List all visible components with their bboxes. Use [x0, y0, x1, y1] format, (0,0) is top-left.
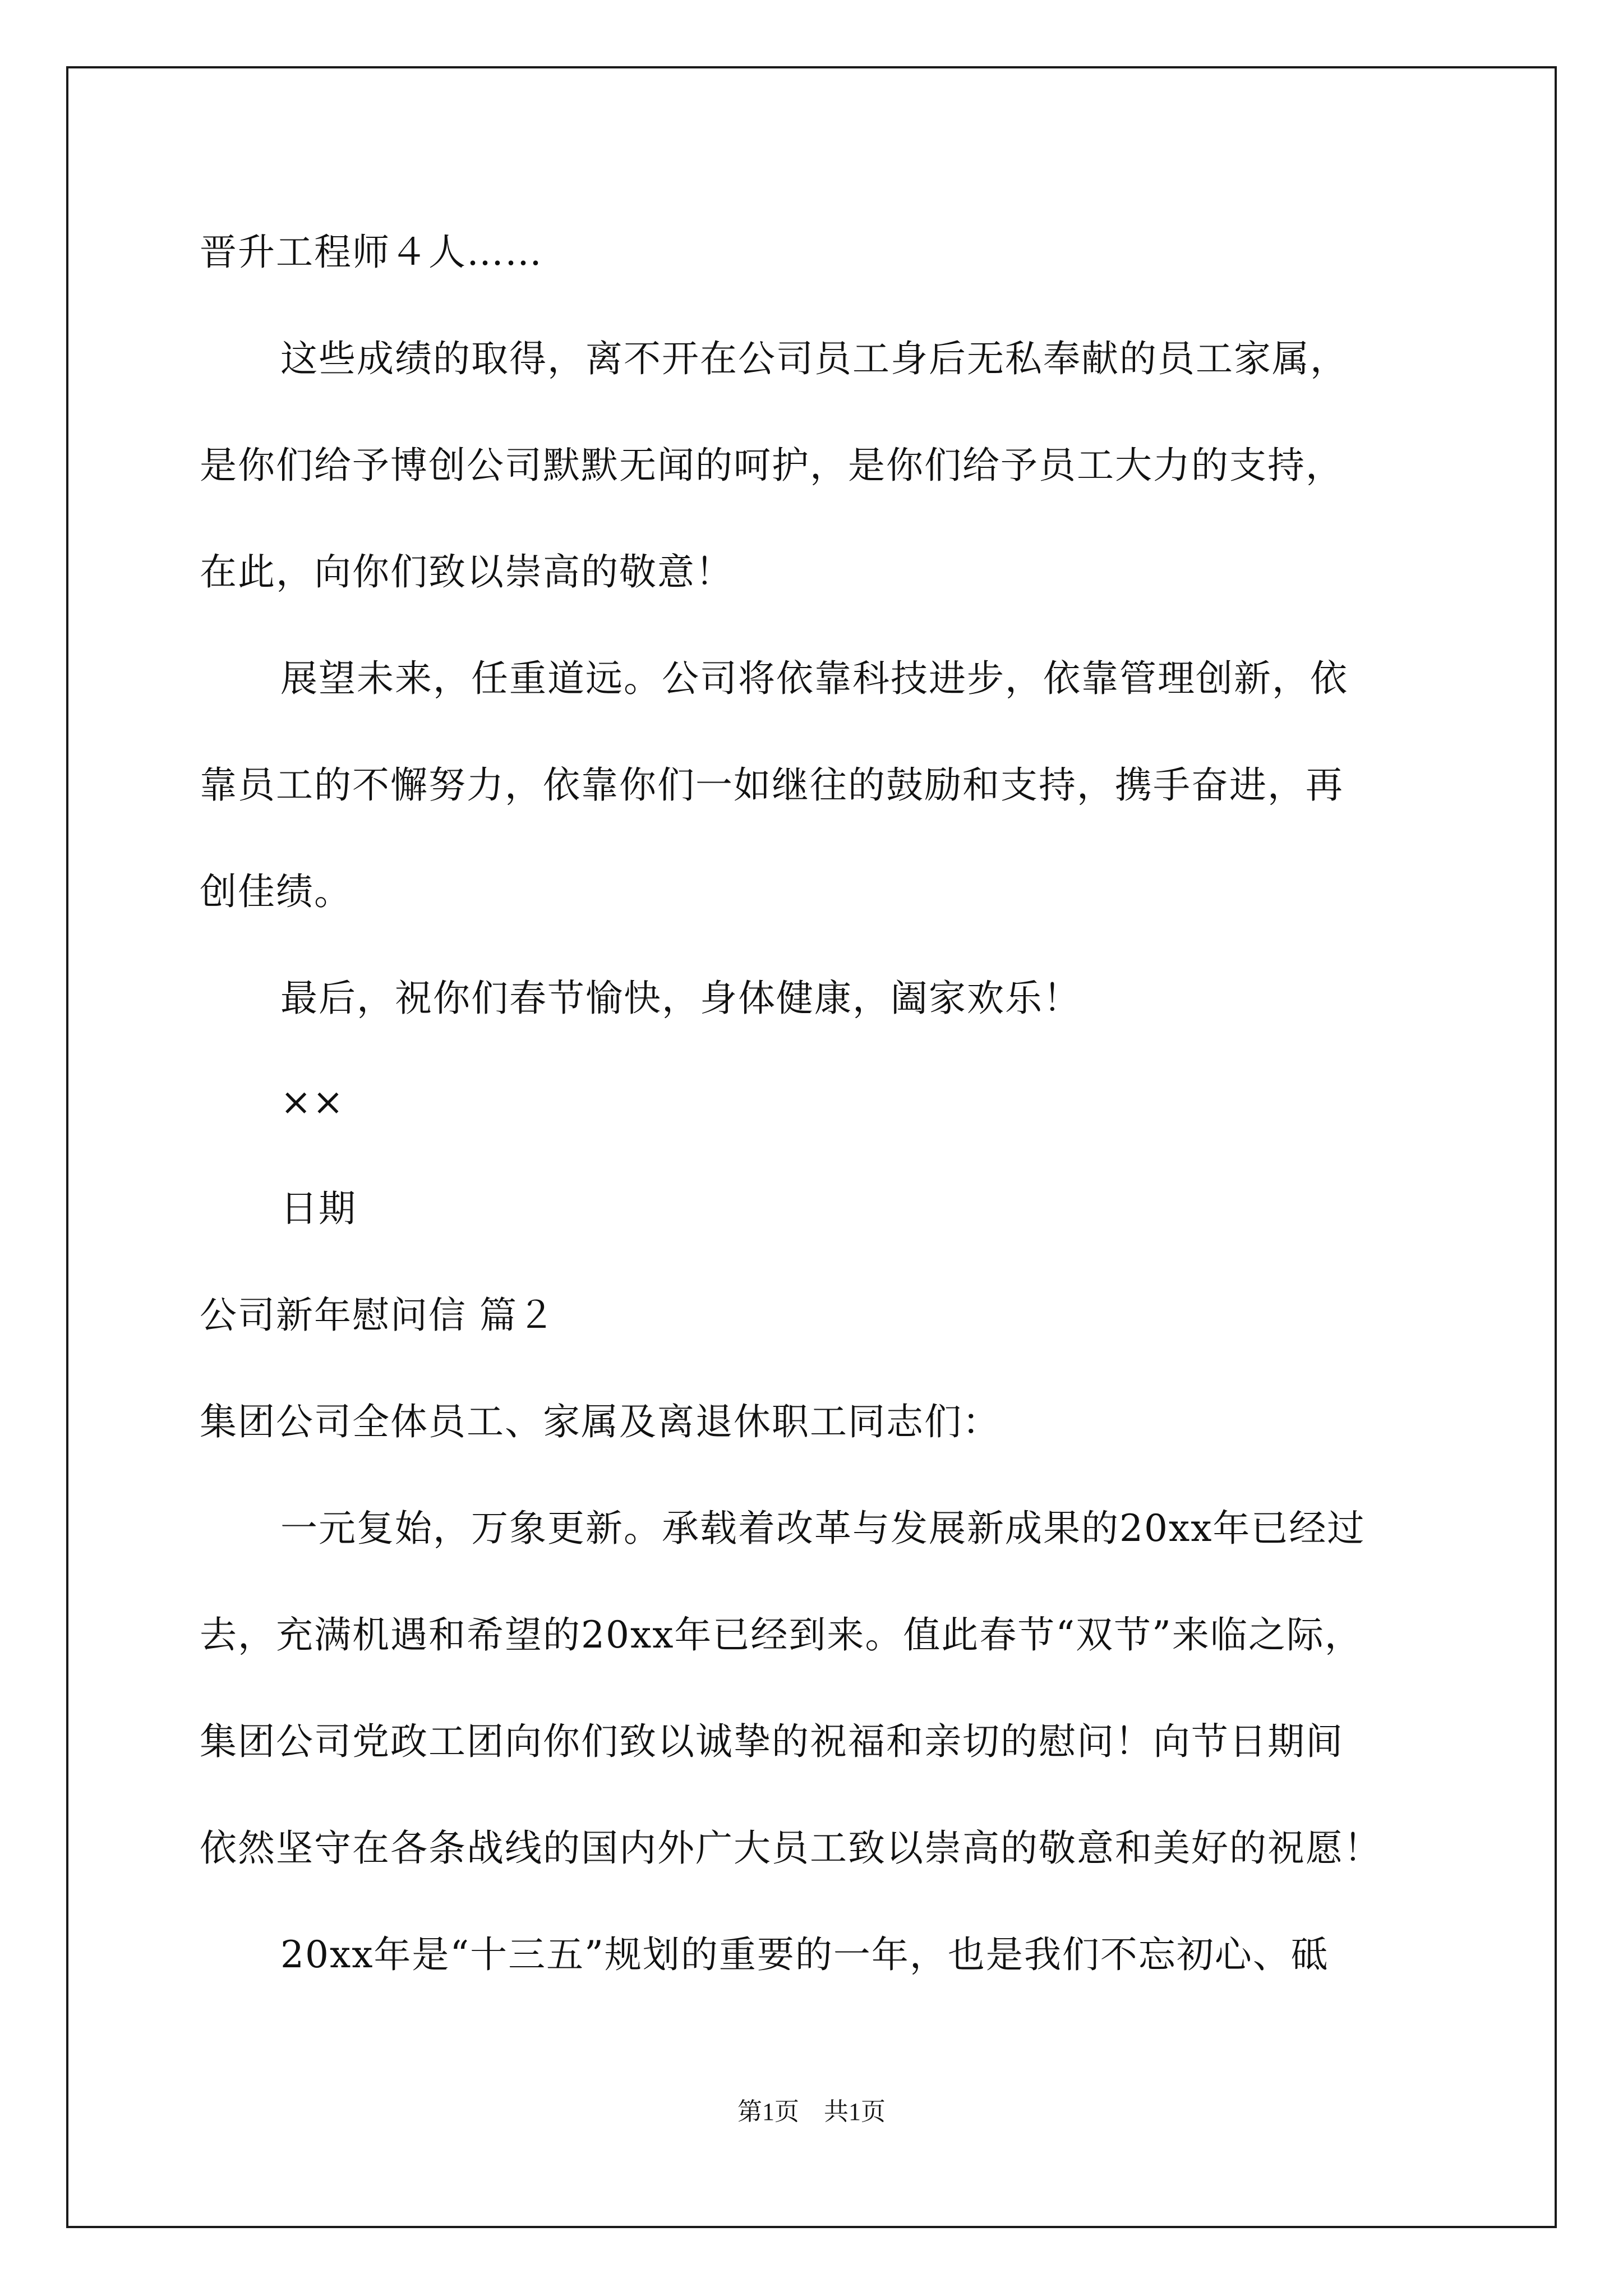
- text-line-14: 去，充满机遇和希望的20xx年已经到来。值此春节“双节”来临之际，: [200, 1613, 1363, 1657]
- text-line-10: 日期: [280, 1187, 357, 1230]
- text-line-16: 依然坚守在各条战线的国内外广大员工致以崇高的敬意和美好的祝愿！: [200, 1826, 1382, 1870]
- page-number-footer: 第1页 共1页: [737, 2098, 886, 2125]
- text-line-6: 靠员工的不懈努力，依靠你们一如继往的鼓励和支持，携手奋进，再: [200, 763, 1344, 807]
- text-line-5: 展望未来，任重道远。公司将依靠科技进步，依靠管理创新，依: [280, 657, 1348, 700]
- text-line-13: 一元复始，万象更新。承载着改革与发展新成果的20xx年已经过: [280, 1507, 1366, 1550]
- text-line-9: ××: [280, 1080, 345, 1124]
- text-line-2: 这些成绩的取得，离不开在公司员工身后无私奉献的员工家属，: [280, 337, 1348, 380]
- page-border: [66, 66, 1557, 2228]
- text-line-7: 创佳绩。: [200, 870, 352, 913]
- text-line-8: 最后，祝你们春节愉快，身体健康，阖家欢乐！: [280, 977, 1081, 1020]
- text-line-4: 在此，向你们致以崇高的敬意！: [200, 550, 734, 593]
- section-heading: 公司新年慰问信 篇２: [200, 1294, 556, 1337]
- salutation: 集团公司全体员工、家属及离退休职工同志们：: [200, 1400, 1000, 1443]
- text-line-15: 集团公司党政工团向你们致以诚挚的祝福和亲切的慰问！向节日期间: [200, 1720, 1344, 1763]
- text-line-17: 20xx年是“十三五”规划的重要的一年，也是我们不忘初心、砥: [280, 1933, 1329, 1976]
- text-line-1: 晋升工程师４人……: [200, 231, 543, 274]
- text-line-3: 是你们给予博创公司默默无闻的呵护，是你们给予员工大力的支持，: [200, 444, 1344, 487]
